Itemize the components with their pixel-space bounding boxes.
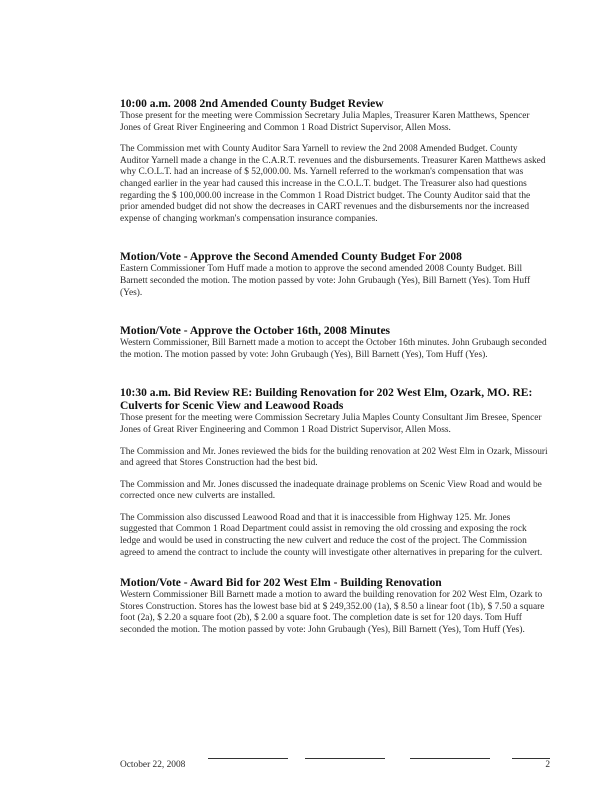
- page-number: 2: [545, 760, 550, 770]
- section-budget-review: [120, 98, 548, 225]
- body-paragraph: The Commission and Mr. Jones discussed the inadequate drainage problems on Scenic View Road and would be corrected once new culverts are installed.: [120, 479, 542, 502]
- motion-paragraph: Western Commissioner Bill Barnett made a motion to award the building renovation for 202 West Elm, Ozark to Stores Construction. Stores has the lowest base bid at $ 249,352.00 (1a), $ 8.50 a linear foot (1b), $ 7.50 a square foot (2a), $ 2.20 a square foot (2b), $ 2.00 a square foot. The completion date is set for 120 days. Tom Huff seconded the motion. The motion passed by vote: John Grubaugh (Yes), Bill Barnett (Yes), Tom Huff (Yes).: [120, 590, 545, 636]
- motion-paragraph: Eastern Commissioner Tom Huff made a motion to approve the second amended 2008 County Budget. Bill Barnett seconded the motion. The motion passed by vote: John Grubaugh (Yes), Bill Barnett (Yes). Tom Huff (Yes).: [120, 264, 531, 298]
- attendees-paragraph: Those present for the meeting were Commission Secretary Julia Maples County Consultant Jim Bresee, Spencer Jones of Great River Engineering and Common 1 Road District Supervisor, Allen Moss.: [120, 413, 542, 435]
- section-bid-review: [120, 387, 548, 559]
- section-heading: Motion/Vote - Award Bid for 202 West Elm - Building Renovation: [120, 577, 442, 590]
- section-heading: 10:30 a.m. Bid Review RE: Building Renovation for 202 West Elm, Ozark, MO. RE: Culverts for Scenic View and Leawood Roads: [120, 387, 533, 413]
- footer-date: October 22, 2008: [120, 760, 186, 770]
- body-paragraph: The Commission met with County Auditor Sara Yarnell to review the 2nd 2008 Amended Budget. County Auditor Yarnell made a change in the C.A.R.T. revenues and the disbursements. Treasurer Karen Matthews asked why C.O.L.T. had an increase of $ 52,000.00. Ms. Yarnell referred to the workman's compensation that was changed earlier in the year had caused this increase in the C.O.L.T. budget. The Treasurer also had questions regarding the $ 100,000.00 increase in the Common 1 Road District budget. The County Auditor said that the prior amended budget did not show the decreases in CART revenues and the disbursements nor the increased expense of changing workman's compensation insurance companies.: [120, 144, 546, 224]
- initial-line: [410, 758, 490, 759]
- initial-line: [208, 758, 288, 759]
- attendees-paragraph: Those present for the meeting were Commission Secretary Julia Maples, Treasurer Karen Matthews, Spencer Jones of Great River Engineering and Common 1 Road District Supervisor, Allen Moss.: [120, 111, 530, 133]
- minutes-body: [120, 98, 548, 637]
- section-heading: 10:00 a.m. 2008 2nd Amended County Budget Review: [120, 98, 384, 110]
- initial-line: [305, 758, 385, 759]
- motion-paragraph: Western Commissioner, Bill Barnett made a motion to accept the October 16th minutes. John Grubaugh seconded the motion. The motion passed by vote: John Grubaugh (Yes), Bill Barnett (Yes), Tom Huff (Yes).: [120, 338, 547, 360]
- initial-line: [512, 758, 550, 759]
- body-paragraph: The Commission and Mr. Jones reviewed the bids for the building renovation at 202 West Elm in Ozark, Missouri and agreed that Stores Construction had the best bid.: [120, 446, 548, 469]
- section-heading: Motion/Vote - Approve the October 16th, 2008 Minutes: [120, 325, 391, 338]
- page-footer: [120, 758, 550, 778]
- section-motion-budget: [120, 251, 548, 299]
- section-motion-minutes: [120, 325, 548, 361]
- section-heading: Motion/Vote - Approve the Second Amended County Budget For 2008: [120, 251, 462, 264]
- body-paragraph: The Commission also discussed Leawood Road and that it is inaccessible from Highway 125. Mr. Jones suggested that Common 1 Road Department could assist in removing the old crossing and exposing the rock ledge and would be used in constructing the new culvert and reduce the cost of the project. The Commission agreed to amend the contract to include the county will investigate other alternatives in preparing for the culvert.: [120, 512, 543, 558]
- section-motion-award-bid: [120, 577, 548, 636]
